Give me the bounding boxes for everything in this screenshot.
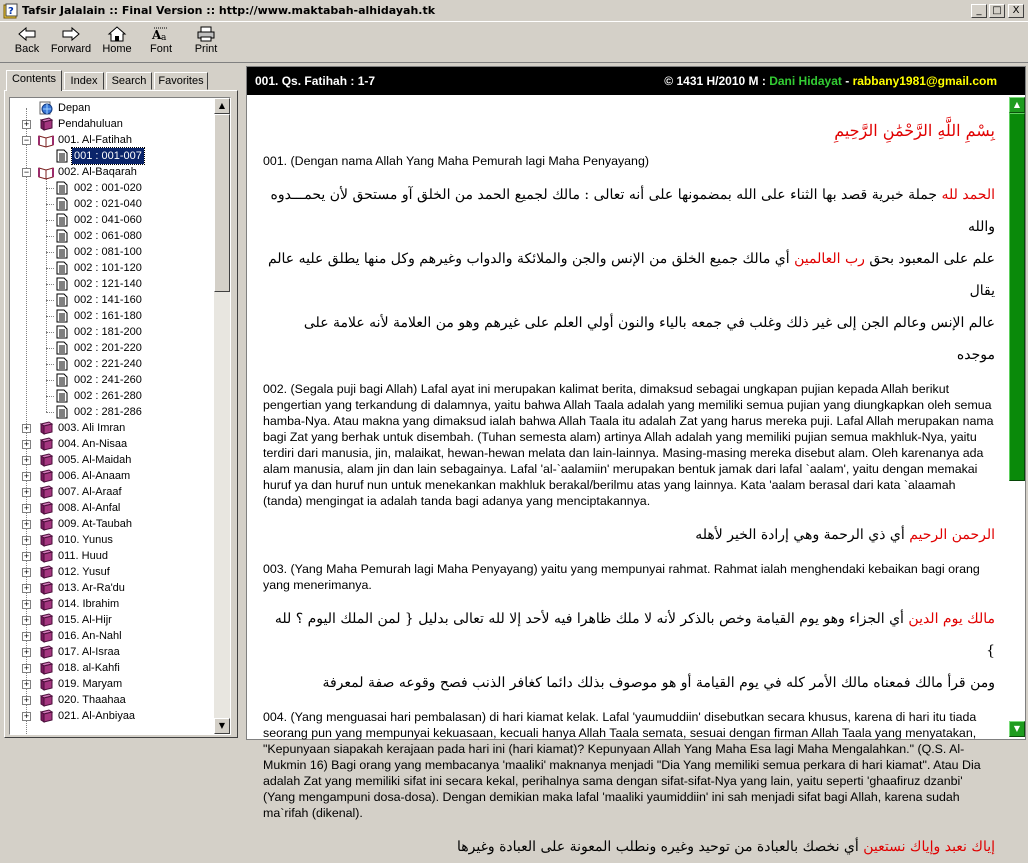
window-title: Tafsir Jalalain :: Final Version :: http://www.maktabah-alhidayah.tk bbox=[22, 4, 436, 17]
expand-toggle[interactable]: + bbox=[23, 439, 30, 449]
node-label: 002 : 181-200 bbox=[74, 326, 142, 338]
node-label: 015. Al-Hijr bbox=[58, 614, 112, 626]
closed-book-icon bbox=[38, 469, 54, 483]
content-scroll-up-button[interactable]: ▲ bbox=[1009, 97, 1025, 113]
page-icon bbox=[54, 373, 70, 387]
expand-toggle[interactable]: + bbox=[23, 535, 30, 545]
collapse-toggle[interactable]: − bbox=[23, 167, 30, 177]
expand-toggle[interactable]: + bbox=[23, 471, 30, 481]
expand-toggle[interactable]: + bbox=[23, 455, 30, 465]
tree-node-surah[interactable] bbox=[10, 692, 214, 708]
tree-leaf-baqarah[interactable] bbox=[10, 324, 214, 340]
topic-title: 001. Qs. Fatihah : 1-7 bbox=[255, 74, 376, 88]
expand-toggle[interactable]: + bbox=[23, 631, 30, 641]
page-icon bbox=[54, 389, 70, 403]
tree-node-surah[interactable] bbox=[10, 612, 214, 628]
tafsir-arabic-4b: ومن قرأ مالك فمعناه مالك الأمر كله في يوم القيامة أو هو موصوف بذلك دائما كغافر الذنب فصح وقوعه صفة لمعرفة bbox=[322, 675, 995, 691]
node-label: 018. al-Kahfi bbox=[58, 662, 120, 674]
page-icon bbox=[54, 277, 70, 291]
closed-book-icon bbox=[38, 117, 54, 131]
expand-toggle[interactable]: + bbox=[23, 583, 30, 593]
closed-book-icon bbox=[38, 677, 54, 691]
home-button[interactable] bbox=[94, 24, 140, 62]
tree-scroll-thumb[interactable] bbox=[214, 114, 230, 292]
node-label: 006. Al-Anaam bbox=[58, 470, 131, 482]
close-button[interactable]: X bbox=[1008, 4, 1024, 18]
svg-text:a: a bbox=[161, 33, 167, 43]
arabic-keyword: الحمد لله bbox=[941, 187, 995, 203]
tree-leaf-baqarah[interactable] bbox=[10, 340, 214, 356]
back-arrow-icon bbox=[17, 26, 37, 42]
tree-node-depan[interactable] bbox=[10, 100, 214, 116]
node-label: 002 : 161-180 bbox=[74, 310, 142, 322]
open-book-icon bbox=[38, 165, 54, 179]
page-icon bbox=[54, 325, 70, 339]
tree-leaf-baqarah[interactable] bbox=[10, 212, 214, 228]
tree-node-surah[interactable] bbox=[10, 660, 214, 676]
tree-leaf-baqarah[interactable] bbox=[10, 292, 214, 308]
node-label: 002 : 001-020 bbox=[74, 182, 142, 194]
tree-leaf-baqarah[interactable] bbox=[10, 404, 214, 420]
arabic-keyword: إياك نعبد وإياك نستعين bbox=[863, 839, 995, 855]
svg-text:A: A bbox=[152, 28, 162, 42]
tree-scrollbar[interactable] bbox=[214, 98, 230, 734]
arabic-text: علم على المعبود بحق bbox=[864, 251, 995, 267]
print-label: Print bbox=[194, 43, 218, 55]
closed-book-icon bbox=[38, 453, 54, 467]
content-scrollbar[interactable] bbox=[1009, 95, 1025, 739]
closed-book-icon bbox=[38, 517, 54, 531]
expand-toggle[interactable]: + bbox=[23, 551, 30, 561]
expand-toggle[interactable]: + bbox=[23, 615, 30, 625]
printer-icon bbox=[196, 26, 216, 42]
node-label: 003. Ali Imran bbox=[58, 422, 126, 434]
page-icon bbox=[54, 405, 70, 419]
node-label: Pendahuluan bbox=[58, 118, 123, 130]
tree-node-surah[interactable] bbox=[10, 708, 214, 724]
tree-node-surah[interactable] bbox=[10, 532, 214, 548]
copyright-text: © 1431 H/2010 M : bbox=[664, 74, 770, 88]
globe-page-icon bbox=[38, 101, 54, 115]
tree-scroll-down-button[interactable]: ▼ bbox=[214, 718, 230, 734]
node-label: 001. Al-Fatihah bbox=[58, 134, 132, 146]
page-icon bbox=[54, 245, 70, 259]
node-label: 002 : 241-260 bbox=[74, 374, 142, 386]
tree-scroll-up-button[interactable]: ▲ bbox=[214, 98, 230, 114]
topic-content bbox=[247, 95, 1007, 855]
content-scroll-down-button[interactable]: ▼ bbox=[1009, 721, 1025, 737]
expand-toggle[interactable]: + bbox=[23, 711, 30, 721]
home-label: Home bbox=[102, 43, 132, 55]
collapse-toggle[interactable]: − bbox=[23, 135, 30, 145]
closed-book-icon bbox=[38, 549, 54, 563]
tree-node-surah[interactable] bbox=[10, 644, 214, 660]
node-label: 002 : 201-220 bbox=[74, 342, 142, 354]
contents-panel bbox=[4, 90, 238, 738]
page-icon bbox=[54, 357, 70, 371]
tree-leaf-baqarah[interactable] bbox=[10, 180, 214, 196]
tree-node-pendahuluan[interactable] bbox=[10, 116, 214, 132]
node-label: 011. Huud bbox=[58, 550, 108, 562]
arabic-text: أي ذي الرحمة وهي إرادة الخير لأهله bbox=[695, 527, 910, 543]
open-book-icon bbox=[38, 133, 54, 147]
arabic-keyword: رب العالمين bbox=[794, 251, 865, 267]
home-icon bbox=[107, 26, 127, 42]
node-label: 012. Yusuf bbox=[58, 566, 110, 578]
tab-favorites[interactable]: Favorites bbox=[154, 72, 208, 90]
arabic-keyword: الرحمن الرحيم bbox=[909, 527, 995, 543]
back-label: Back bbox=[14, 43, 40, 55]
forward-label: Forward bbox=[50, 43, 92, 55]
tree-node-surah[interactable] bbox=[10, 628, 214, 644]
tafsir-arabic-1b bbox=[263, 243, 995, 307]
tree-node-surah[interactable] bbox=[10, 452, 214, 468]
tree-leaf-baqarah[interactable] bbox=[10, 388, 214, 404]
node-label: 009. At-Taubah bbox=[58, 518, 133, 530]
node-label: 002 : 281-286 bbox=[74, 406, 142, 418]
closed-book-icon bbox=[38, 709, 54, 723]
arabic-text: جملة خبرية قصد بها الثناء على الله بمضمونها على أنه تعالى : مالك لجميع الحمد من الخلق آو مستحق لأن يحمـــدوه والله bbox=[270, 187, 995, 235]
tree-leaf-baqarah[interactable] bbox=[10, 276, 214, 292]
expand-toggle[interactable]: + bbox=[23, 503, 30, 513]
node-label: 002 : 121-140 bbox=[74, 278, 142, 290]
forward-arrow-icon bbox=[61, 26, 81, 42]
translation-004: 004. (Yang menguasai hari pembalasan) di hari kiamat kelak. Lafal 'yaumuddiin' disebutkan secara khusus, karena di hari itu tiada seorang pun yang mempunyai kekuasaan, kecuali hanya Allah Taala semata, sesuai dengan firman Allah Taala yang menyatakan, "Kepunyaan siapakah kerajaan pada hari ini (hari kiamat)? Kepunyaan Allah Yang Maha Esa lagi Maha Mengalahkan." (Q.S. Al-Mukmin 16) Bagi orang yang membacanya 'maaliki' maknanya menjadi "Dia Yang memiliki semua perkara di hari kiamat". Atau Dia adalah Zat yang memiliki sifat ini secara kekal, perihalnya sama dengan sifat-sifat-Nya yang lain, yaitu seperti 'ghaafiruz dzanbi' (Yang mengampuni dosa-dosa). Dengan demikian maka lafal 'maaliki yaumiddiin' ini sah menjadi sifat bagi Allah, karena sudah ma`rifah (dikenal). bbox=[263, 710, 981, 820]
maximize-button[interactable]: □ bbox=[989, 4, 1005, 18]
tree-node-surah[interactable] bbox=[10, 564, 214, 580]
closed-book-icon bbox=[38, 565, 54, 579]
tab-index[interactable]: Index bbox=[64, 72, 104, 90]
node-label: 020. Thaahaa bbox=[58, 694, 126, 706]
basmalah: بِسْمِ اللَّهِ الرَّحْمَٰنِ الرَّحِيمِ bbox=[834, 121, 995, 140]
closed-book-icon bbox=[38, 597, 54, 611]
node-label: 002 : 221-240 bbox=[74, 358, 142, 370]
tree-node-surah[interactable] bbox=[10, 436, 214, 452]
node-label: 005. Al-Maidah bbox=[58, 454, 132, 466]
forward-button[interactable] bbox=[48, 24, 94, 62]
tree-node-surah[interactable] bbox=[10, 580, 214, 596]
tafsir-arabic-1c: عالم الإنس وعالم الجن إلى غير ذلك وغلب في جمعه بالياء والنون أولي العلم على غيرهم وهو من العلامة لأنه علامة على موجده bbox=[303, 315, 995, 363]
translation-003: 003. (Yang Maha Pemurah lagi Maha Penyayang) yaitu yang mempunyai rahmat. Rahmat ialah menghendaki kebaikan bagi orang yang menerimanya. bbox=[263, 562, 980, 592]
credit-separator: - bbox=[841, 74, 853, 88]
expand-toggle[interactable]: + bbox=[23, 647, 30, 657]
tree-node-fatihah[interactable] bbox=[10, 132, 214, 148]
font-icon bbox=[151, 26, 171, 42]
node-label: 014. Ibrahim bbox=[58, 598, 120, 610]
closed-book-icon bbox=[38, 437, 54, 451]
node-label: 007. Al-Araaf bbox=[58, 486, 122, 498]
node-label: 013. Ar-Ra'du bbox=[58, 582, 125, 594]
page-icon bbox=[54, 293, 70, 307]
page-icon bbox=[54, 309, 70, 323]
node-label: 002 : 261-280 bbox=[74, 390, 142, 402]
back-button[interactable] bbox=[4, 24, 50, 62]
tree-node-surah[interactable] bbox=[10, 468, 214, 484]
tafsir-arabic-5 bbox=[263, 831, 995, 863]
node-label: Depan bbox=[58, 102, 91, 114]
translation-001: 001. (Dengan nama Allah Yang Maha Pemurah lagi Maha Penyayang) bbox=[263, 154, 649, 168]
expand-toggle[interactable]: + bbox=[23, 679, 30, 689]
closed-book-icon bbox=[38, 533, 54, 547]
tree-node-baqarah[interactable] bbox=[10, 164, 214, 180]
node-label: 017. Al-Israa bbox=[58, 646, 120, 658]
tree-leaf-baqarah[interactable] bbox=[10, 308, 214, 324]
tree-node-surah[interactable] bbox=[10, 500, 214, 516]
help-book-icon bbox=[3, 3, 19, 19]
tree-leaf-baqarah[interactable] bbox=[10, 260, 214, 276]
arabic-text: أي نخصك بالعبادة من توحيد وغيره ونطلب المعونة على العبادة وغيرها bbox=[456, 839, 864, 855]
node-label: 002 : 081-100 bbox=[74, 246, 142, 258]
title-bar bbox=[0, 0, 1028, 22]
page-icon bbox=[54, 197, 70, 211]
node-label: 002 : 021-040 bbox=[74, 198, 142, 210]
tree-leaf-baqarah[interactable] bbox=[10, 244, 214, 260]
expand-toggle[interactable]: + bbox=[23, 423, 30, 433]
page-icon bbox=[54, 149, 70, 163]
node-label: 001 : 001-007 bbox=[74, 150, 142, 162]
tree-leaf-baqarah[interactable] bbox=[10, 196, 214, 212]
closed-book-icon bbox=[38, 661, 54, 675]
tafsir-arabic-4a bbox=[263, 603, 995, 667]
expand-toggle[interactable]: + bbox=[23, 567, 30, 577]
expand-toggle[interactable]: + bbox=[23, 119, 30, 129]
page-icon bbox=[54, 181, 70, 195]
node-label: 008. Al-Anfal bbox=[58, 502, 121, 514]
arabic-keyword: مالك يوم الدين bbox=[908, 611, 995, 627]
tree-node-surah[interactable] bbox=[10, 516, 214, 532]
svg-text:?: ? bbox=[8, 6, 14, 17]
closed-book-icon bbox=[38, 645, 54, 659]
font-button[interactable] bbox=[138, 24, 184, 62]
page-icon bbox=[54, 341, 70, 355]
tab-search[interactable]: Search bbox=[106, 72, 152, 90]
author-email[interactable]: rabbany1981@gmail.com bbox=[852, 74, 997, 88]
node-label: 021. Al-Anbiyaa bbox=[58, 710, 136, 722]
tree-node-surah[interactable] bbox=[10, 420, 214, 436]
topic-header bbox=[247, 67, 1025, 95]
tafsir-arabic-3 bbox=[263, 519, 995, 551]
minimize-button[interactable]: _ bbox=[971, 4, 987, 18]
tree-leaf-fatihah[interactable] bbox=[10, 148, 214, 164]
node-label: 002 : 101-120 bbox=[74, 262, 142, 274]
print-button[interactable] bbox=[183, 24, 229, 62]
page-icon bbox=[54, 229, 70, 243]
arabic-text: أي مالك جميع الخلق من الإنس والجن والملائكة والدواب وغيرهم وكل منها يطلق عليه عالم يقال bbox=[267, 251, 995, 299]
arabic-text: أي الجزاء وهو يوم القيامة وخص بالذكر لأنه لا ملك ظاهرا فيه لأحد إلا لله تعالى بدليل { لمن الملك اليوم ؟ لله } bbox=[274, 611, 995, 659]
translation-002: 002. (Segala puji bagi Allah) Lafal ayat ini merupakan kalimat berita, dimaksud sebagai ungkapan pujian kepada Allah berikut pengertian yang terkandung di dalamnya, yaitu bahwa Allah Taala adalah yang memiliki semua pujian yang diungkapkan oleh semua hamba-Nya. Atau makna yang dimaksud ialah bahwa Allah Taala itu adalah Zat yang harus mereka puji. Lafal Allah merupakan nama bagi Zat yang berhak untuk disembah. (Tuhan semesta alam) artinya Allah adalah yang memiliki pujian semua makhluk-Nya, yaitu terdiri dari manusia, jin, malaikat, hewan-hewan melata dan lain-lainnya. Masing-masing mereka disebut alam. Oleh karenanya ada alam manusia, alam jin dan lain sebagainya. Lafal 'al-`aalamiin' merupakan bentuk jamak dari lafal `aalam', yaitu dengan memakai huruf ya dan huruf nun untuk menekankan makhluk berakal/berilmu atas yang lainnya. Kata 'aalam berasal dari kata `alaamah (tanda) mengingat ia adalah tanda bagi adanya yang menciptakannya. bbox=[263, 382, 994, 508]
nav-tabs bbox=[4, 70, 238, 90]
closed-book-icon bbox=[38, 581, 54, 595]
closed-book-icon bbox=[38, 485, 54, 499]
page-icon bbox=[54, 213, 70, 227]
author-name: Dani Hidayat bbox=[769, 74, 842, 88]
node-label: 010. Yunus bbox=[58, 534, 113, 546]
node-label: 019. Maryam bbox=[58, 678, 123, 690]
expand-toggle[interactable]: + bbox=[23, 599, 30, 609]
node-label: 002 : 141-160 bbox=[74, 294, 142, 306]
node-label: 016. An-Nahl bbox=[58, 630, 122, 642]
tree-node-surah[interactable] bbox=[10, 596, 214, 612]
node-label: 002. Al-Baqarah bbox=[58, 166, 137, 178]
contents-tree[interactable] bbox=[9, 97, 231, 735]
closed-book-icon bbox=[38, 421, 54, 435]
expand-toggle[interactable]: + bbox=[23, 663, 30, 673]
tree-leaf-baqarah[interactable] bbox=[10, 372, 214, 388]
tafsir-arabic-1a bbox=[263, 179, 995, 243]
closed-book-icon bbox=[38, 613, 54, 627]
closed-book-icon bbox=[38, 501, 54, 515]
closed-book-icon bbox=[38, 629, 54, 643]
tree-node-surah[interactable] bbox=[10, 676, 214, 692]
closed-book-icon bbox=[38, 693, 54, 707]
navigation-pane bbox=[2, 66, 240, 740]
tree-node-surah[interactable] bbox=[10, 484, 214, 500]
tree-node-surah[interactable] bbox=[10, 548, 214, 564]
expand-toggle[interactable]: + bbox=[23, 519, 30, 529]
tree-leaf-baqarah[interactable] bbox=[10, 228, 214, 244]
topic-credit bbox=[664, 74, 997, 88]
content-scroll-thumb[interactable] bbox=[1009, 113, 1025, 481]
node-label: 002 : 061-080 bbox=[74, 230, 142, 242]
node-label: 002 : 041-060 bbox=[74, 214, 142, 226]
toolbar bbox=[0, 23, 1028, 63]
expand-toggle[interactable]: + bbox=[23, 695, 30, 705]
tree-leaf-baqarah[interactable] bbox=[10, 356, 214, 372]
page-icon bbox=[54, 261, 70, 275]
node-label: 004. An-Nisaa bbox=[58, 438, 128, 450]
expand-toggle[interactable]: + bbox=[23, 487, 30, 497]
tab-contents[interactable]: Contents bbox=[6, 70, 62, 91]
font-label: Font bbox=[149, 43, 172, 55]
topic-pane bbox=[246, 66, 1026, 855]
